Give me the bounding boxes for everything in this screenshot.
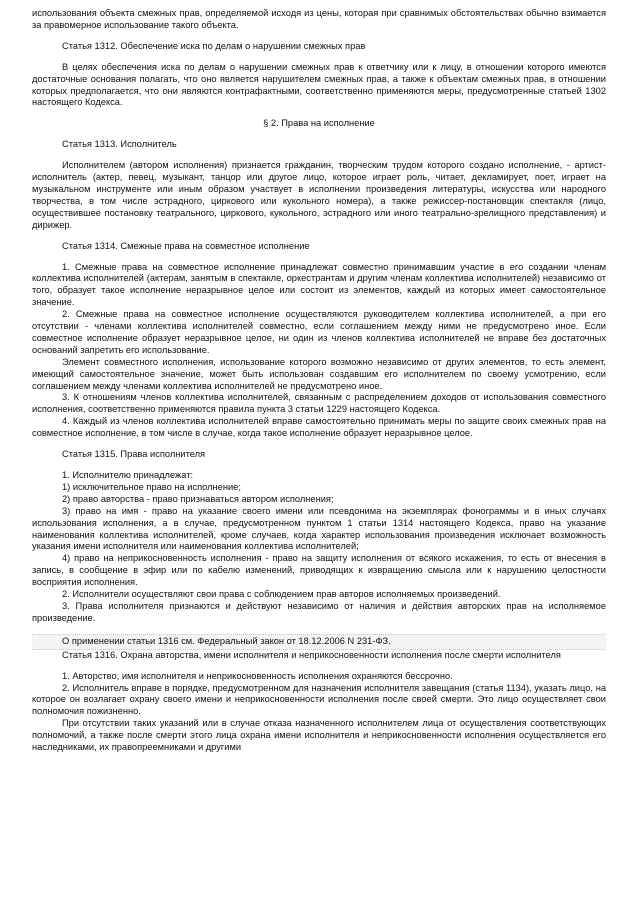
paragraph: использования объекта смежных прав, определяемой исходя из цены, которая при сравнимых обстоятельствах обычно взимается за правомерное использование такого объекта. — [32, 8, 606, 30]
paragraph: 1) исключительное право на исполнение; — [62, 481, 241, 492]
paragraph: 1. Исполнителю принадлежат: — [62, 470, 194, 480]
paragraph: 3. К отношениям членов коллектива исполнителей, связанным с распределением доходов от использования совместного исполнения, соответственно применяются правила пункта 3 статьи 1229 настоящего Кодекса. — [32, 392, 606, 415]
paragraph: В целях обеспечения иска по делам о нарушении смежных прав к ответчику или к лицу, в отношении которого имеются достаточные основания полагать, что оно является нарушителем смежных прав, а также к объектам смежных прав, в отношении которых предполагается, что они являются контрафактными, соответственно применяются меры, предусмотренные статьей 1302 настоящего Кодекса. — [32, 61, 606, 108]
paragraph: Элемент совместного исполнения, использование которого возможно независимо от других элементов, то есть элемент, имеющий самостоятельное значение, может быть использован создавшим его исполнителем по своему усмотрению, если соглашением между членами коллектива исполнителей не предусмотрено иное. — [32, 356, 606, 391]
paragraph: 1. Авторство, имя исполнителя и неприкосновенность исполнения охраняются бессрочно. — [62, 670, 453, 681]
article-1312-title: Статья 1312. Обеспечение иска по делам о нарушении смежных прав — [62, 40, 366, 51]
paragraph: 2. Исполнитель вправе в порядке, предусмотренном для назначения исполнителя завещания (статья 1134), указать лицо, на которое он возлагает охрану своего имени и неприкосновенности исполнения после своей смерти. Это лицо осуществляет свои полномочия пожизненно. — [32, 682, 606, 717]
paragraph: 2) право авторства - право признаваться автором исполнения; — [62, 493, 334, 504]
paragraph: 4. Каждый из членов коллектива исполнителей вправе самостоятельно принимать меры по защите своих смежных прав на совместное исполнение, в том числе в случае, когда такое исполнение образует неразрывное целое. — [32, 416, 606, 439]
paragraph: 4) право на неприкосновенность исполнения - право на защиту исполнения от всякого искажения, то есть от внесения в запись, в сообщение в эфир или по кабелю изменений, приводящих к извращению смысла или к нарушению целостности восприятия исполнения. — [32, 553, 606, 588]
article-1313-title: Статья 1313. Исполнитель — [62, 139, 177, 150]
section-2-heading: § 2. Права на исполнение — [263, 118, 375, 129]
paragraph: 1. Смежные права на совместное исполнение принадлежат совместно принимавшим участие в его создании членам коллектива исполнителей (актерам, занятым в спектакле, оркестрантам и другим членам коллектива исполнителей) независимо от того, образует такое исполнение неразрывное целое или состоит из элементов, каждый из которых имеет самостоятельное значение. — [32, 261, 606, 308]
article-1315-title: Статья 1315. Права исполнителя — [62, 449, 206, 460]
paragraph: 2. Исполнители осуществляют свои права с соблюдением прав авторов исполняемых произведений. — [62, 589, 501, 600]
law-reference-note[interactable]: О применении статьи 1316 см. Федеральный закон от 18.12.2006 N 231-ФЗ. — [32, 634, 606, 650]
paragraph: 2. Смежные права на совместное исполнение осуществляются руководителем коллектива исполнителей, а при его отсутствии - членами коллектива исполнителей совместно, если соглашением между ними не предусмотрено иное. Если совместное исполнение образует неразрывное целое, ни один из членов коллектива исполнителей не вправе без достаточных оснований запретить его использование. — [32, 309, 606, 355]
paragraph: При отсутствии таких указаний или в случае отказа назначенного исполнителем лица от осуществления соответствующих полномочий, а также после смерти этого лица охрана имени исполнителя и неприкосновенности исполнения осуществляется его наследниками, их правопреемниками и другими — [32, 718, 606, 753]
article-1314-title: Статья 1314. Смежные права на совместное исполнение — [62, 240, 310, 251]
paragraph: 3) право на имя - право на указание своего имени или псевдонима на экземплярах фонограммы и в иных случаях использования исполнения, а в случае, предусмотренном пунктом 1 статьи 1314 настоящего Кодекса, право на указание наименования коллектива исполнителей, кроме случаев, когда характер использования произведения исключает возможность указания имени исполнителя или наименования коллектива исполнителей; — [32, 505, 606, 552]
paragraph: 3. Права исполнителя признаются и действуют независимо от наличия и действия авторских прав на исполняемое произведение. — [32, 600, 606, 623]
article-1316-title: Статья 1316. Охрана авторства, имени исполнителя и неприкосновенности исполнения после смерти исполнителя — [62, 649, 561, 660]
paragraph: Исполнителем (автором исполнения) признается гражданин, творческим трудом которого создано исполнение, - артист-исполнитель (актер, певец, музыкант, танцор или другое лицо, которое играет роль, читает, декламирует, поет, играет на музыкальном инструменте или иным образом участвует в исполнении произведения литературы, искусства или народного творчества, в том числе эстрадного, циркового или кукольного номера), а также режиссер-постановщик спектакля (лицо, осуществившее постановку театрального, циркового, кукольного, эстрадного или иного театрально-зрелищного представления) и дирижер. — [32, 160, 606, 230]
